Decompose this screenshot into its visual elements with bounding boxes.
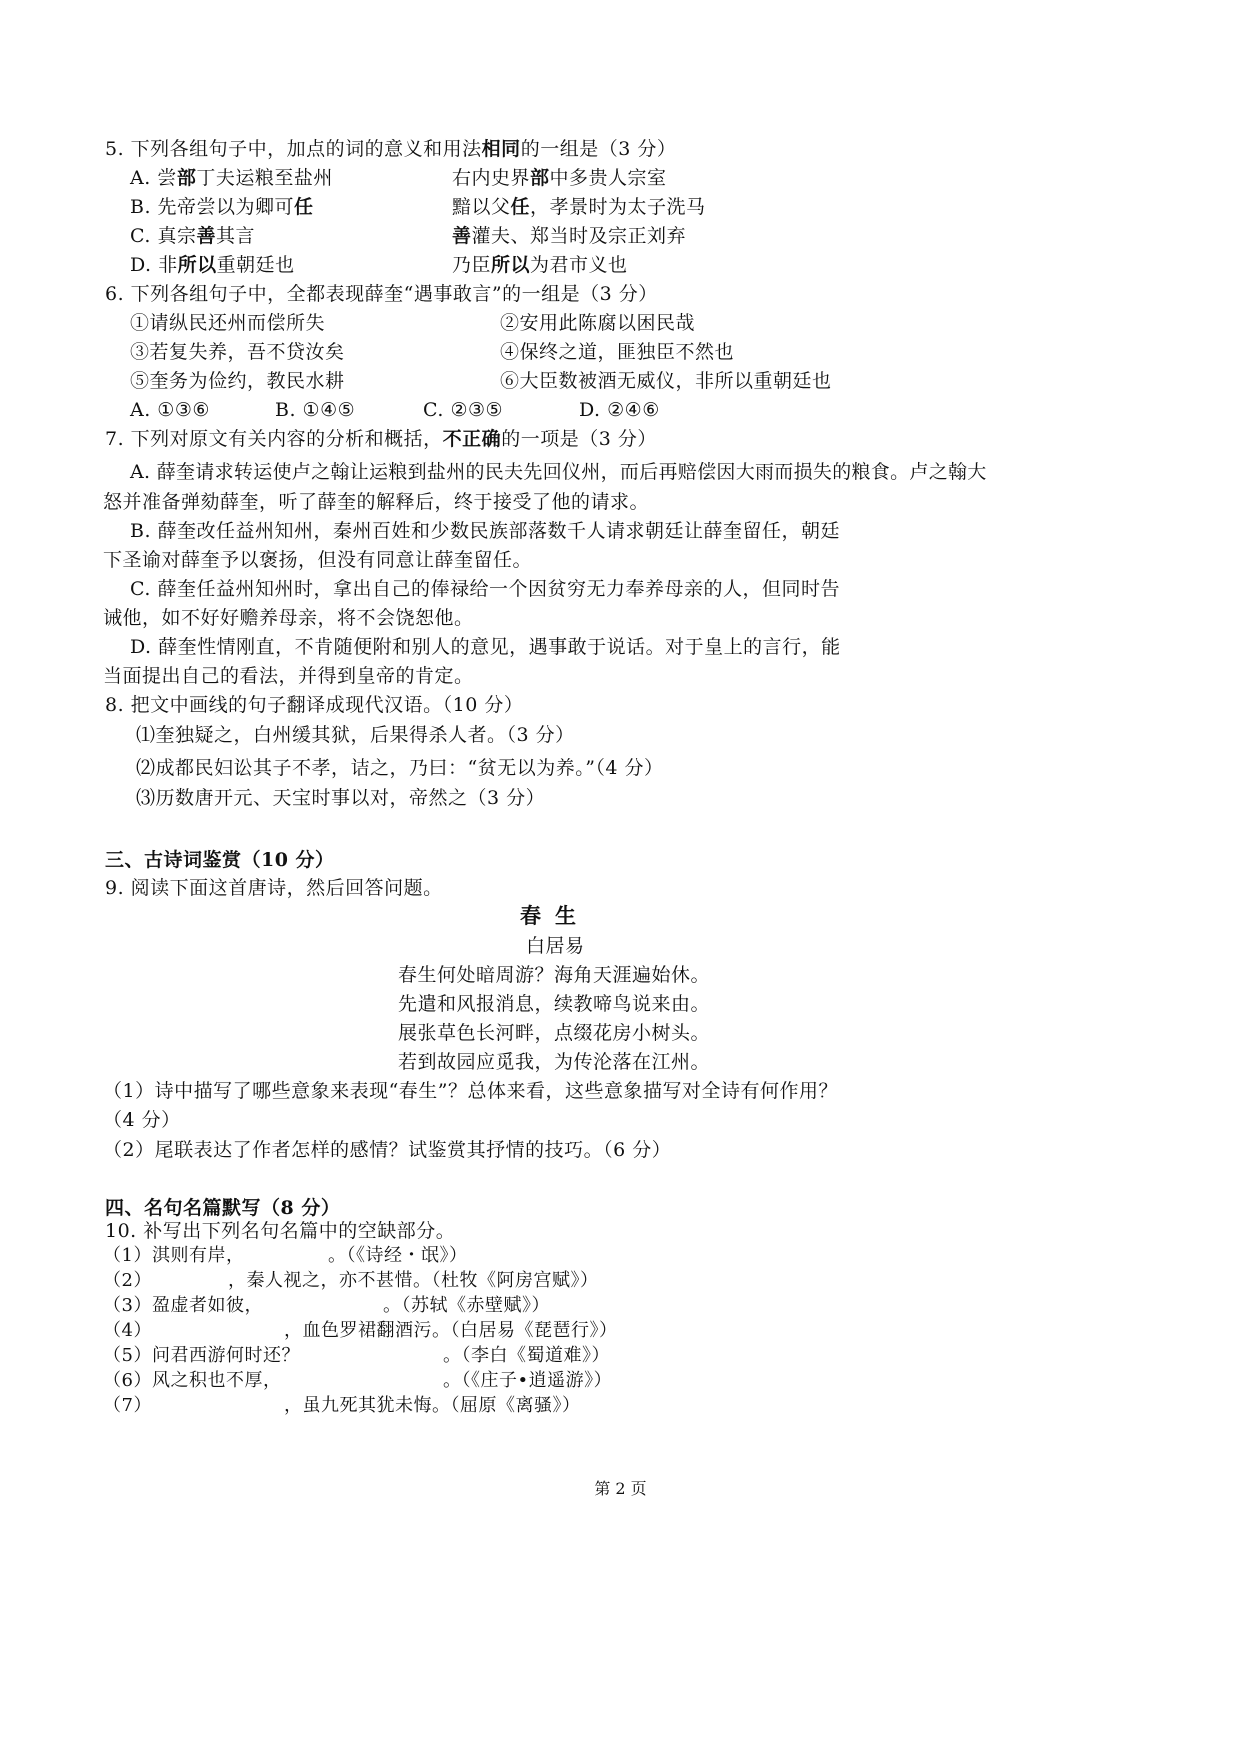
q5-option-a-left: A. 尝部丁夫运粮至盐州 <box>130 167 333 189</box>
q6-stem: 6. 下列各组句子中，全都表现薛奎“遇事敢言”的一组是（3 分） <box>105 283 658 305</box>
q5-option-d-left: D. 非所以重朝廷也 <box>130 254 295 276</box>
fill-3-prefix: （3）盈虚者如彼， <box>103 1295 263 1316</box>
q5-option-b-right: 黯以父任，孝景时为太子洗马 <box>452 196 706 218</box>
q5-option-c-left: C. 真宗善其言 <box>130 225 255 247</box>
q9-sub-2: （2）尾联表达了作者怎样的感情？试鉴赏其抒情的技巧。（6 分） <box>103 1139 672 1161</box>
q7-option-b-line2: 下圣谕对薛奎予以褒扬，但没有同意让薛奎留任。 <box>103 549 533 571</box>
poem-line-4: 若到故园应觅我，为传沦落在江州。 <box>398 1051 711 1073</box>
q7-stem: 7. 下列对原文有关内容的分析和概括，不正确的一项是（3 分） <box>105 428 657 450</box>
poem-line-2: 先遣和风报消息，续教啼鸟说来由。 <box>398 993 711 1015</box>
section-4-title: 四、名句名篇默写（8 分） <box>105 1197 341 1219</box>
q6-item-4: ④保终之道，匪独臣不然也 <box>500 341 735 363</box>
q5-option-a-right: 右内史界部中多贵人宗室 <box>452 167 667 189</box>
q8-stem: 8. 把文中画线的句子翻译成现代汉语。（10 分） <box>105 694 524 716</box>
fill-1-suffix: 。（《诗经・氓》） <box>328 1245 468 1266</box>
q5-option-d-right: 乃臣所以为君市义也 <box>452 254 628 276</box>
q6-answer-a: A. ①③⑥ <box>130 399 210 421</box>
fill-5-suffix: 。（李白《蜀道难》） <box>443 1345 610 1366</box>
page-number: 第 2 页 <box>594 1479 647 1498</box>
q7-option-b-line1: B. 薛奎改任益州知州，秦州百姓和少数民族部落数千人请求朝廷让薛奎留任，朝廷 <box>130 520 841 542</box>
q6-answer-c: C. ②③⑤ <box>423 399 504 421</box>
poem-line-3: 展张草色长河畔，点缀花房小树头。 <box>398 1022 711 1044</box>
q7-option-d-line2: 当面提出自己的看法，并得到皇帝的肯定。 <box>103 665 474 687</box>
fill-7-suffix: ，虽九死其犹未悔。（屈原《离骚》） <box>284 1395 581 1416</box>
fill-2-suffix: ，秦人视之，亦不甚惜。（杜牧《阿房宫赋》） <box>228 1270 599 1291</box>
q7-option-a-line1: A. 薛奎请求转运使卢之翰让运粮到盐州的民夫先回仪州，而后再赔偿因大雨而损失的粮食。卢之翰大 <box>130 461 987 483</box>
q7-option-a-line2: 怒并准备弹劾薛奎，听了薛奎的解释后，终于接受了他的请求。 <box>103 491 650 513</box>
fill-4-suffix: ，血色罗裙翻酒污。（白居易《琵琶行》） <box>284 1320 618 1341</box>
q6-answer-d: D. ②④⑥ <box>579 399 660 421</box>
fill-3-suffix: 。（苏轼《赤壁赋》） <box>383 1295 550 1316</box>
q6-item-2: ②安用此陈腐以困民哉 <box>500 312 696 334</box>
q7-option-c-line2: 诫他，如不好好赡养母亲，将不会饶恕他。 <box>103 607 474 629</box>
fill-2-prefix: （2） <box>103 1270 152 1291</box>
q9-sub-1-line2: （4 分） <box>103 1109 181 1131</box>
q8-sentence-1: ⑴奎独疑之，白州缓其狱，后果得杀人者。（3 分） <box>136 724 575 746</box>
fill-5-prefix: （5）问君西游何时还？ <box>103 1345 300 1366</box>
q7-option-d-line1: D. 薛奎性情刚直，不肯随便附和别人的意见，遇事敢于说话。对于皇上的言行，能 <box>130 636 841 658</box>
fill-4-prefix: （4） <box>103 1320 152 1341</box>
fill-7-prefix: （7） <box>103 1395 152 1416</box>
q5-option-c-right: 善灌夫、郑当时及宗正刘弃 <box>452 225 687 247</box>
q6-item-5: ⑤奎务为俭约，教民水耕 <box>130 370 345 392</box>
poem-title: 春生 <box>520 903 590 928</box>
q5-stem: 5. 下列各组句子中，加点的词的意义和用法相同的一组是（3 分） <box>105 138 677 160</box>
q8-sentence-3: ⑶历数唐开元、天宝时事以对，帝然之（3 分） <box>136 787 546 809</box>
fill-1-prefix: （1）淇则有岸， <box>103 1245 245 1266</box>
q6-item-1: ①请纵民还州而偿所失 <box>130 312 326 334</box>
q10-stem: 10. 补写出下列名句名篇中的空缺部分。 <box>105 1220 456 1242</box>
q9-stem: 9. 阅读下面这首唐诗，然后回答问题。 <box>105 877 443 899</box>
fill-6-suffix: 。（《庄子•逍遥游》） <box>443 1370 613 1391</box>
q7-option-c-line1: C. 薛奎任益州知州时，拿出自己的俸禄给一个因贫穷无力奉养母亲的人，但同时告 <box>130 578 840 600</box>
poem-line-1: 春生何处暗周游？海角天涯遍始休。 <box>398 964 711 986</box>
poem-author: 白居易 <box>526 935 585 957</box>
q6-answer-b: B. ①④⑤ <box>275 399 356 421</box>
q8-sentence-2: ⑵成都民妇讼其子不孝，诘之，乃曰：“贫无以为养。”（4 分） <box>136 757 664 779</box>
q6-item-6: ⑥大臣数被酒无威仪，非所以重朝廷也 <box>500 370 832 392</box>
q6-item-3: ③若复失养，吾不贷汝矣 <box>130 341 345 363</box>
q5-option-b-left: B. 先帝尝以为卿可任 <box>130 196 314 218</box>
fill-6-prefix: （6）风之积也不厚， <box>103 1370 282 1391</box>
section-3-title: 三、古诗词鉴赏（10 分） <box>105 849 335 871</box>
q9-sub-1-line1: （1）诗中描写了哪些意象来表现“春生”？总体来看，这些意象描写对全诗有何作用？ <box>103 1080 839 1102</box>
